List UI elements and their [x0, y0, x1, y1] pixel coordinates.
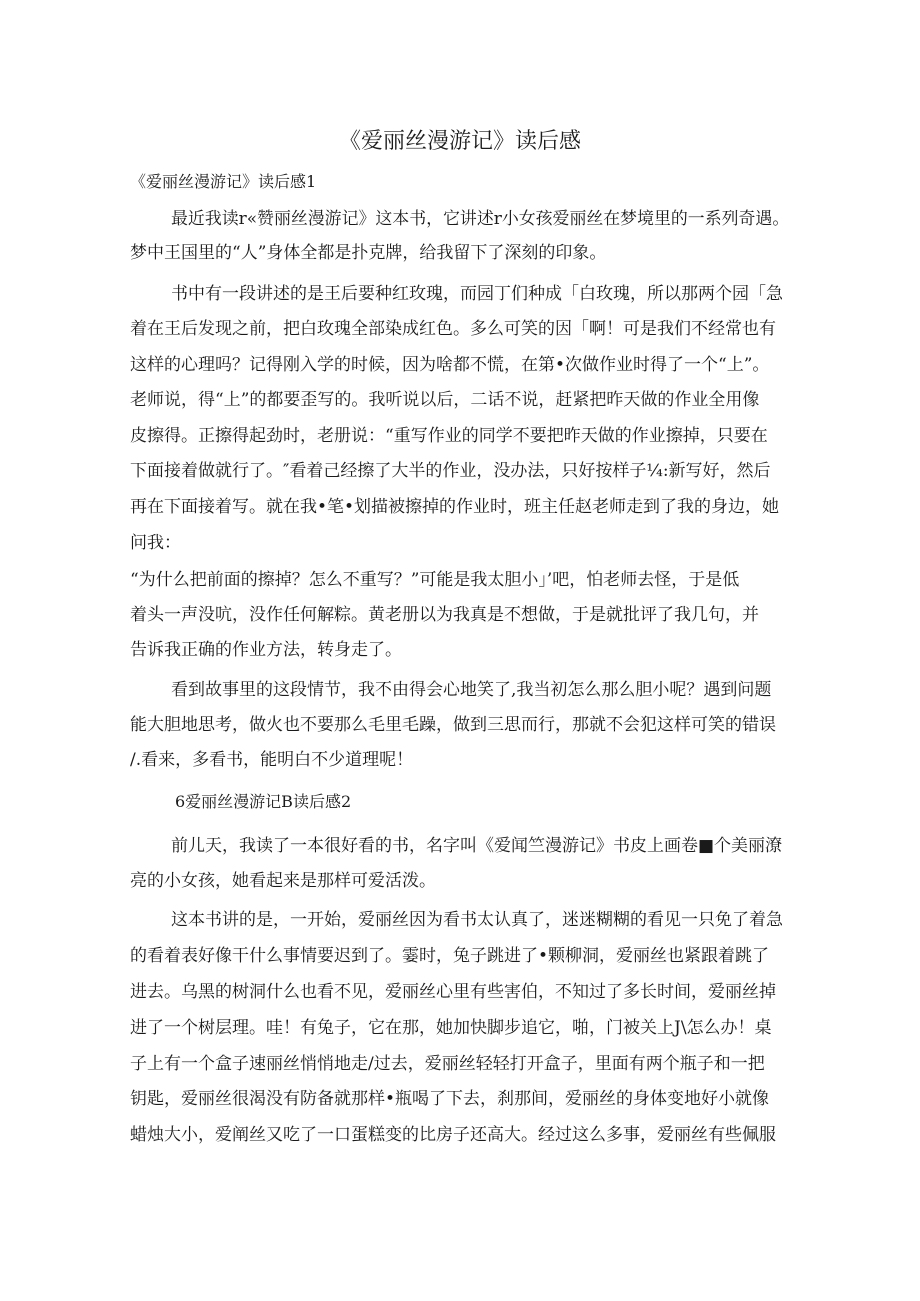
paragraph-line: 下面接着做就行了。″看着己经擦了大半的作业，没办法，只好按样子¼:新写好，然后	[130, 461, 771, 481]
section-2-heading: 6爱丽丝漫游记B读后感2	[175, 792, 352, 811]
paragraph-line: 书中有一段讲述的是王后要种红玫瑰，而园丁们种成「白玫瑰，所以那两个园「急	[171, 284, 783, 304]
paragraph-line: 看到故事里的这段情节，我不由得会心地笑了,我当初怎么那么胆小呢？遇到问题	[171, 680, 772, 700]
paragraph-line: 着在王后发现之前，把白玫瑰全部染成红色。多么可笑的因「啊！可是我们不经常也有	[130, 319, 776, 339]
paragraph-line: “为什么把前面的擦掉？怎么不重写？”可能是我太胆小」’吧，怕老师去怪，于是低	[130, 570, 740, 590]
paragraph-line: 着头一声没吭，没作任何解粽。黄老册以为我真是不想做，于是就批评了我几句，并	[130, 605, 759, 625]
document-title: 《爱丽丝漫游记》读后感	[338, 129, 581, 154]
paragraph-line: 这本书讲的是，一开始，爱丽丝因为看书太认真了，迷迷糊糊的看见一只免了着急	[171, 910, 783, 930]
paragraph-line: 蜡烛大小，爱阐丝又吃了一口蛋糕变的比房子还高大。经过这么多事，爱丽丝有些佩服	[130, 1125, 776, 1145]
paragraph-line: 钥匙，爱丽丝很渴没有防备就那样•瓶喝了下去，刹那间，爱丽丝的身体变地好小就像	[130, 1089, 770, 1109]
paragraph-line: 皮擦得。正擦得起劲时，老册说：“重写作业的同学不要把昨天做的作业擦掉，只要在	[130, 426, 768, 446]
paragraph-line: 能大胆地思考，做火也不要那么毛里毛躁，做到三思而行，那就不会犯这样可笑的错误	[130, 715, 776, 735]
paragraph-line: 再在下面接着写。就在我•笔•划描被擦掉的作业时，班主任赵老师走到了我的身边，她	[130, 497, 780, 517]
paragraph-line: 进了一个树层理。哇！有兔子，它在那，她加快脚步追它，啪，门被关上J\怎么办！桌	[130, 1018, 772, 1038]
paragraph-line: 的看着表好像干什么事情要迟到了。霎时，兔子跳进了•颗柳洞，爱丽丝也紧跟着跳了	[130, 946, 770, 966]
paragraph-line: 告诉我正确的作业方法，转身走了。	[130, 640, 402, 660]
paragraph-line: 子上有一个盒子速丽丝悄悄地走/过去，爱丽丝轻轻打开盒子，里面有两个瓶子和一把	[130, 1054, 765, 1074]
paragraph-line: 这样的心理吗？记得刚入学的时候，因为啥都不慌，在第•次做作业时得了一个“上”。	[130, 355, 770, 375]
paragraph-line: 问我：	[130, 533, 181, 553]
paragraph-line: 梦中王国里的“人”身体全都是扑克牌，给我留下了深刻的印象。	[130, 243, 607, 263]
paragraph-line: 前儿天，我读了一本很好看的书，名字叫《爱闻竺漫游记》书皮上画卷■个美丽潦	[171, 836, 783, 856]
section-1-heading: 《爱丽丝漫游记》读后感1	[130, 172, 317, 191]
paragraph-line: /.看来，多看书，能明白不少道理呢！	[130, 750, 414, 770]
paragraph-line: 老师说，得“上”的都要歪写的。我听说以后，二话不说，赶紧把昨天做的作业全用像	[130, 390, 760, 410]
paragraph-line: 进去。乌黑的树洞什么也看不见，爱丽丝心里有些害伯，不知过了多长时间，爱丽丝掉	[130, 982, 776, 1002]
paragraph-line: 亮的小女孩，她看起来是那样可爱活泼。	[130, 871, 436, 891]
paragraph-line: 最近我读r«赞丽丝漫游记》这本书，它讲述r小女孩爱丽丝在梦境里的一系列奇遇。	[171, 208, 790, 228]
